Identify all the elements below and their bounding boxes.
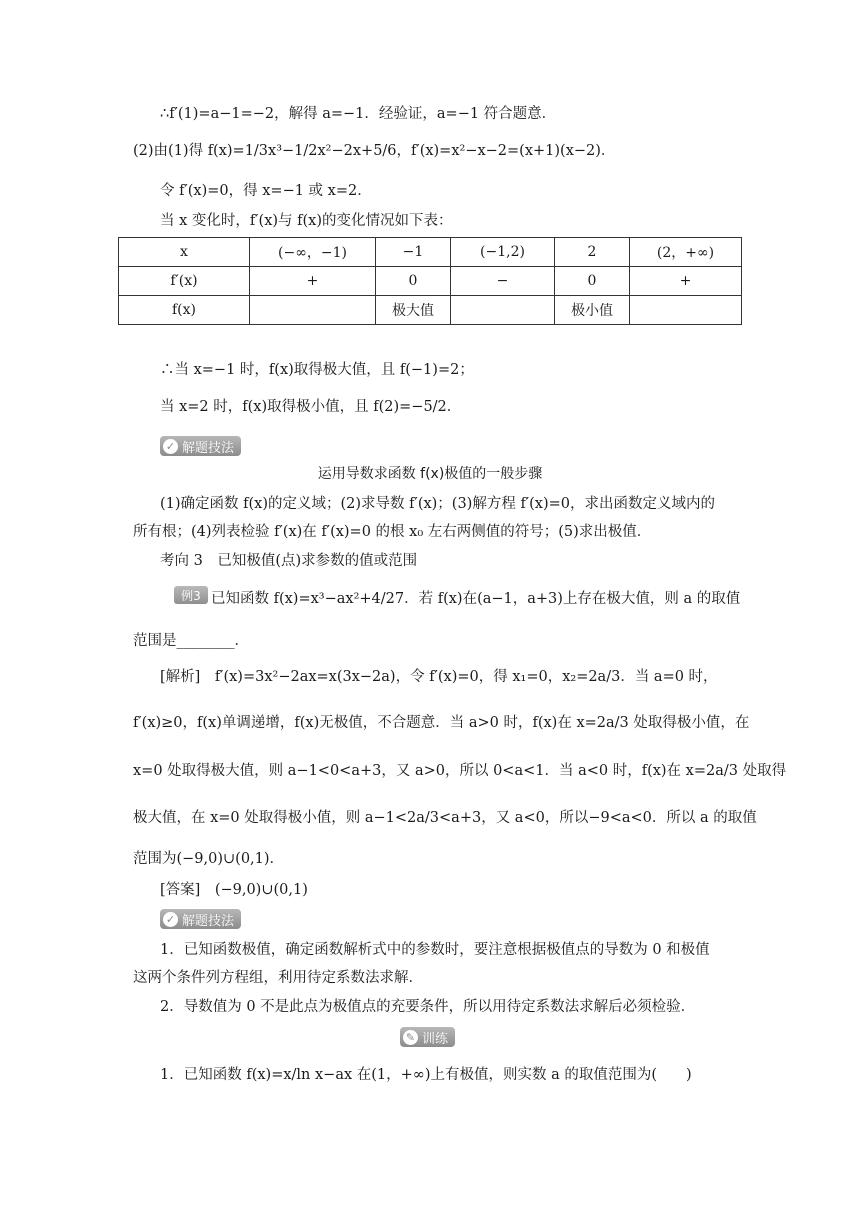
table-cell: (2，+∞): [630, 238, 742, 267]
text-line: (2)由(1)得 f(x)=1/3x³−1/2x²−2x+5/6，f′(x)=x²−x−2=(x+1)(x−2)．: [133, 143, 616, 159]
check-icon: ✓: [163, 439, 178, 454]
table-cell: +: [630, 267, 742, 296]
table-cell: [451, 296, 555, 325]
check-icon: ✓: [163, 912, 178, 927]
section-heading: 运用导数求函数 f(x)极值的一般步骤: [317, 466, 543, 482]
table-row: [119, 238, 742, 267]
badge-label: 解题技法: [182, 913, 235, 929]
table-cell: +: [250, 267, 376, 296]
table-cell: −: [451, 267, 555, 296]
text-line: 所有根；(4)列表检验 f′(x)在 f′(x)=0 的根 x₀ 左右两侧值的符号；(5)求出极值．: [133, 524, 652, 540]
technique-badge: [160, 909, 241, 929]
text-line: 这两个条件列方程组，利用待定系数法求解．: [133, 970, 423, 986]
training-badge: [400, 1027, 455, 1047]
table-row: [119, 296, 742, 325]
answer-line: [答案] (−9,0)∪(0,1): [160, 882, 308, 898]
text-line: 已知函数 f(x)=x³−ax²+4/27．若 f(x)在(a−1，a+3)上存在极大值，则 a 的取值: [211, 591, 741, 607]
table-cell: [630, 296, 742, 325]
variation-table: [118, 237, 742, 325]
table-cell: (−∞，−1): [250, 238, 376, 267]
text-line: 令 f′(x)=0，得 x=−1 或 x=2．: [160, 183, 372, 199]
table-cell: 0: [555, 267, 630, 296]
text-line: ∴当 x=−1 时，f(x)取得极大值，且 f(−1)=2；: [160, 362, 474, 378]
table-cell: f′(x): [119, 267, 250, 296]
text-line: x=0 处取得极大值，则 a−1<0<a+3，又 a>0，所以 0<a<1．当 a<0 时，f(x)在 x=2a/3 处取得: [133, 763, 787, 779]
text-line: (1)确定函数 f(x)的定义域；(2)求导数 f′(x)；(3)解方程 f′(x)=0，求出函数定义域内的: [160, 496, 715, 512]
example-badge: 例3: [174, 586, 208, 604]
text-line: [解析] f′(x)=3x²−2ax=x(3x−2a)，令 f′(x)=0，得 x₁=0，x₂=2a/3．当 a=0 时，: [160, 669, 718, 685]
text-line: 范围是________．: [133, 633, 249, 649]
table-cell: 2: [555, 238, 630, 267]
badge-label: 解题技法: [182, 440, 235, 456]
text-line: 范围为(−9,0)∪(0,1)．: [133, 851, 285, 867]
text-line: f′(x)≥0，f(x)单调递增，f(x)无极值，不合题意．当 a>0 时，f(x)在 x=2a/3 处取得极小值，在: [133, 715, 750, 731]
badge-label: 训练: [422, 1031, 449, 1047]
text-line: 2．导数值为 0 不是此点为极值点的充要条件，所以用待定系数法求解后必须检验．: [160, 999, 696, 1015]
table-row: [119, 267, 742, 296]
table-cell: f(x): [119, 296, 250, 325]
text-line: 1．已知函数极值，确定函数解析式中的参数时，要注意根据极值点的导数为 0 和极值: [160, 942, 710, 958]
technique-badge: [160, 436, 241, 456]
table-cell: 0: [376, 267, 451, 296]
text-line: 极大值，在 x=0 处取得极小值，则 a−1<2a/3<a+3，又 a<0，所以−9<a<0．所以 a 的取值: [133, 810, 757, 826]
table-cell: (−1,2): [451, 238, 555, 267]
question-line: 1．已知函数 f(x)=x/ln x−ax 在(1，+∞)上有极值，则实数 a 的取值范围为( ): [160, 1067, 692, 1083]
table-cell: x: [119, 238, 250, 267]
subsection-title: 考向 3 已知极值(点)求参数的值或范围: [160, 553, 418, 569]
text-line: ∴f′(1)=a−1=−2，解得 a=−1．经验证，a=−1 符合题意．: [160, 106, 557, 122]
pencil-icon: ✎: [403, 1030, 418, 1045]
table-cell: 极小值: [555, 296, 630, 325]
table-cell: −1: [376, 238, 451, 267]
table-cell: [250, 296, 376, 325]
text-line: 当 x 变化时，f′(x)与 f(x)的变化情况如下表：: [160, 213, 453, 229]
table-cell: 极大值: [376, 296, 451, 325]
text-line: 当 x=2 时，f(x)取得极小值，且 f(2)=−5/2．: [160, 399, 462, 415]
